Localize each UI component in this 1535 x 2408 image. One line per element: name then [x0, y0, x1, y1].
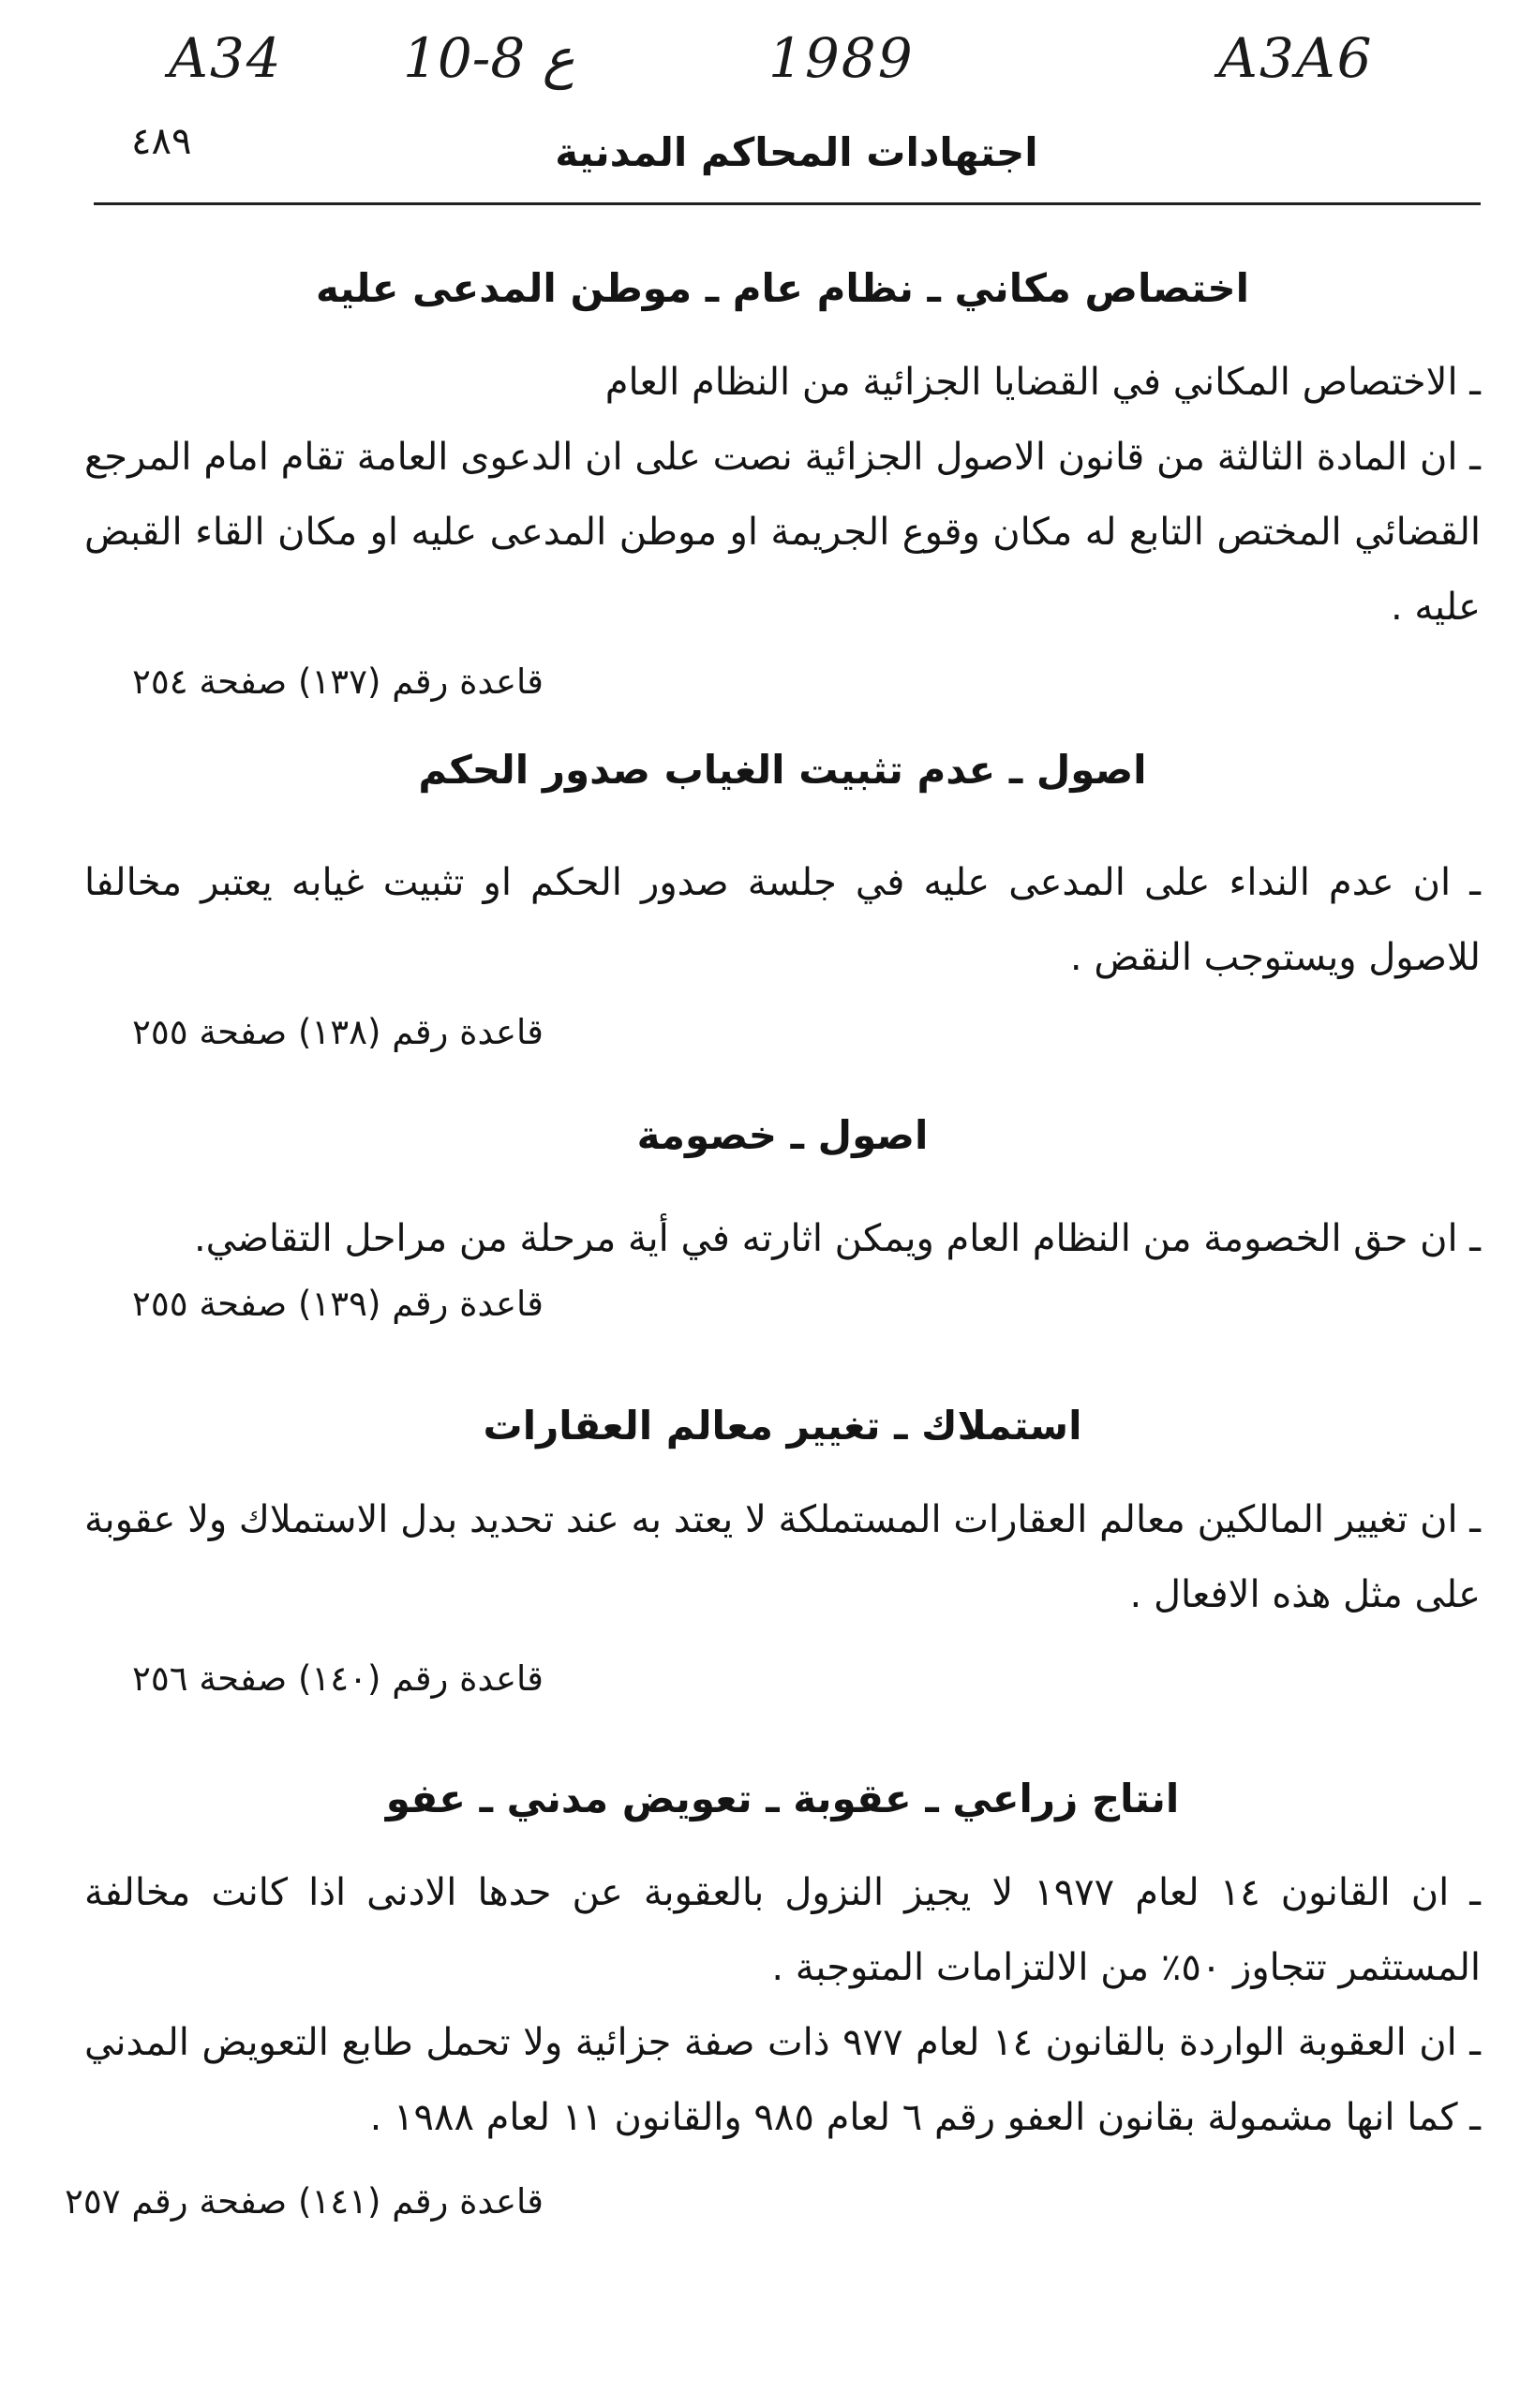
section-title: استملاك ـ تغيير معالم العقارات	[483, 1403, 1082, 1449]
rule-reference: قاعدة رقم (١٣٩) صفحة ٢٥٥	[131, 1284, 544, 1324]
rule-reference: قاعدة رقم (١٤٠) صفحة ٢٥٦	[131, 1658, 544, 1699]
page-number: ٤٨٩	[131, 120, 192, 163]
rule-paragraph: ـ ان القانون ١٤ لعام ١٩٧٧ لا يجيز النزول بالعقوبة عن حدها الادنى اذا كانت مخالفة المستثمر تتجاوز ٥٠٪ من الالتزامات المتوجبة .	[84, 1871, 1481, 1989]
handwritten-year: 1989	[768, 26, 915, 90]
rule-paragraph: ـ ان العقوبة الواردة بالقانون ١٤ لعام ٩٧٧ ذات صفة جزائية ولا تحمل طابع التعويض المدني ـ كما انها مشمولة بقانون العفو رقم ٦ لعام ٩٨٥ والقانون ١١ لعام ١٩٨٨ .	[84, 2021, 1481, 2139]
section-3	[84, 1107, 1481, 1332]
header-divider	[94, 202, 1481, 205]
rule-paragraph: ـ ان عدم النداء على المدعى عليه في جلسة صدور الحكم او تثبيت غيابه يعتبر مخالفا للاصول ويستوجب النقض .	[84, 861, 1481, 979]
handwritten-date: 10-8 ع	[403, 26, 575, 90]
rule-paragraph: ـ ان المادة الثالثة من قانون الاصول الجزائية نصت على ان الدعوى العامة تقام امام المرجع القضائي المختص التابع له مكان وقوع الجريمة او موطن المدعى عليه او مكان القاء القبض عليه .	[84, 436, 1481, 629]
rule-paragraph: ـ الاختصاص المكاني في القضايا الجزائية من النظام العام	[604, 361, 1481, 404]
section-4	[84, 1398, 1481, 1707]
rule-reference: قاعدة رقم (١٣٧) صفحة ٢٥٤	[131, 661, 544, 702]
section-1	[84, 260, 1481, 710]
section-title: اصول ـ عدم تثبيت الغياب صدور الحكم	[418, 747, 1147, 793]
rule-paragraph: ـ ان تغيير المالكين معالم العقارات المستملكة لا يعتد به عند تحديد بدل الاستملاك ولا عقوبة على مثل هذه الافعال .	[84, 1498, 1481, 1616]
rule-paragraph: ـ ان حق الخصومة من النظام العام ويمكن اثارته في أية مرحلة من مراحل التقاضي.	[193, 1217, 1481, 1260]
section-title: اختصاص مكاني ـ نظام عام ـ موطن المدعى عليه	[315, 265, 1249, 311]
handwritten-code-left: A34	[169, 26, 283, 90]
section-title: اصول ـ خصومة	[636, 1112, 929, 1158]
handwritten-code-right: A3A6	[1218, 26, 1374, 90]
section-2	[84, 742, 1481, 1061]
rule-reference: قاعدة رقم (١٣٨) صفحة ٢٥٥	[131, 1012, 544, 1052]
running-title: اجتهادات المحاكم المدنية	[555, 129, 1038, 175]
section-5	[65, 1771, 1481, 2230]
rule-reference: قاعدة رقم (١٤١) صفحة رقم ٢٥٧	[65, 2181, 544, 2222]
section-title: انتاج زراعي ـ عقوبة ـ تعويض مدني ـ عفو	[385, 1776, 1180, 1821]
